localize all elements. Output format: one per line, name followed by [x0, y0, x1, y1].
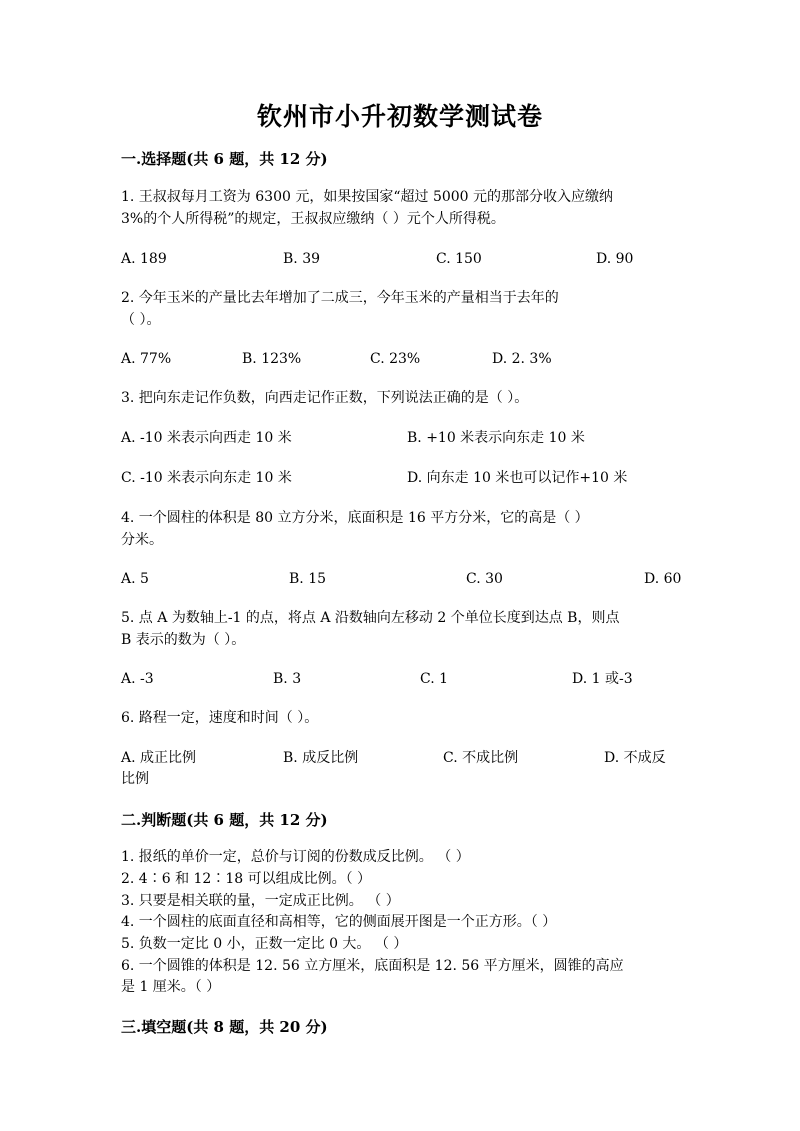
judgment-item-3: 3. 只要是相关联的量，一定成正比例。 （ ） — [121, 893, 400, 909]
question-4-option-d: D. 60 — [644, 571, 682, 587]
judgment-item-6-line-2: 是 1 厘米。（ ） — [121, 979, 221, 995]
question-2-line-1: 2. 今年玉米的产量比去年增加了二成三，今年玉米的产量相当于去年的 — [121, 290, 559, 306]
question-2-line-2: （ ）。 — [121, 312, 161, 328]
question-1-option-b: B. 39 — [283, 251, 321, 267]
question-1-option-d: D. 90 — [596, 251, 634, 267]
section-heading-choice: 一.选择题(共 6 题，共 12 分) — [121, 150, 328, 168]
question-6-option-a: A. 成正比例 — [121, 750, 197, 766]
question-1-line-2: 3%的个人所得税”的规定，王叔叔应缴纳（ ）元个人所得税。 — [121, 211, 505, 227]
exam-title: 钦州市小升初数学测试卷 — [256, 102, 543, 131]
question-1-line-1: 1. 王叔叔每月工资为 6300 元，如果按国家“超过 5000 元的那部分收入应缴纳 — [121, 189, 614, 205]
question-6-line-1: 6. 路程一定，速度和时间（ ）。 — [121, 710, 319, 726]
question-3-option-d: D. 向东走 10 米也可以记作+10 米 — [407, 470, 628, 486]
question-4-line-2: 分米。 — [121, 532, 163, 548]
judgment-item-1: 1. 报纸的单价一定，总价与订阅的份数成反比例。 （ ） — [121, 849, 470, 865]
question-5-option-d: D. 1 或-3 — [572, 671, 633, 687]
question-2-option-c: C. 23% — [370, 351, 421, 367]
question-6-option-b: B. 成反比例 — [283, 750, 359, 766]
section-heading-true-false: 二.判断题(共 6 题，共 12 分) — [121, 811, 328, 829]
question-4-line-1: 4. 一个圆柱的体积是 80 立方分米，底面积是 16 平方分米，它的高是（ ） — [121, 510, 589, 526]
judgment-item-2: 2. 4∶6 和 12∶18 可以组成比例。（ ） — [121, 871, 372, 887]
question-4-option-c: C. 30 — [466, 571, 503, 587]
question-1-option-a: A. 189 — [121, 251, 167, 267]
question-5-option-c: C. 1 — [420, 671, 449, 687]
question-5-option-b: B. 3 — [273, 671, 302, 687]
question-2-option-a: A. 77% — [121, 351, 172, 367]
question-1-option-c: C. 150 — [436, 251, 482, 267]
question-6-option-c: C. 不成比例 — [443, 750, 519, 766]
question-5-option-a: A. -3 — [121, 671, 154, 687]
question-4-option-b: B. 15 — [289, 571, 327, 587]
question-2-option-b: B. 123% — [242, 351, 302, 367]
question-5-line-1: 5. 点 A 为数轴上-1 的点，将点 A 沿数轴向左移动 2 个单位长度到达点 B，则点 — [121, 610, 620, 626]
question-3-option-c: C. -10 米表示向东走 10 米 — [121, 470, 292, 486]
judgment-item-6-line-1: 6. 一个圆锥的体积是 12. 56 立方厘米，底面积是 12. 56 平方厘米，圆锥的高应 — [121, 958, 624, 974]
question-3-line-1: 3. 把向东走记作负数，向西走记作正数，下列说法正确的是（ ）。 — [121, 390, 529, 406]
question-6-option-d: D. 不成反 — [604, 750, 666, 766]
section-heading-fill-blank: 三.填空题(共 8 题，共 20 分) — [121, 1018, 328, 1036]
question-6-option-d-continued: 比例 — [121, 771, 149, 787]
question-2-option-d: D. 2. 3% — [492, 351, 552, 367]
judgment-item-4: 4. 一个圆柱的底面直径和高相等，它的侧面展开图是一个正方形。（ ） — [121, 914, 557, 930]
question-4-option-a: A. 5 — [121, 571, 149, 587]
question-5-line-2: B 表示的数为（ ）。 — [121, 632, 246, 648]
question-3-option-b: B. +10 米表示向东走 10 米 — [407, 430, 585, 446]
judgment-item-5: 5. 负数一定比 0 小，正数一定比 0 大。 （ ） — [121, 936, 408, 952]
question-3-option-a: A. -10 米表示向西走 10 米 — [121, 430, 292, 446]
